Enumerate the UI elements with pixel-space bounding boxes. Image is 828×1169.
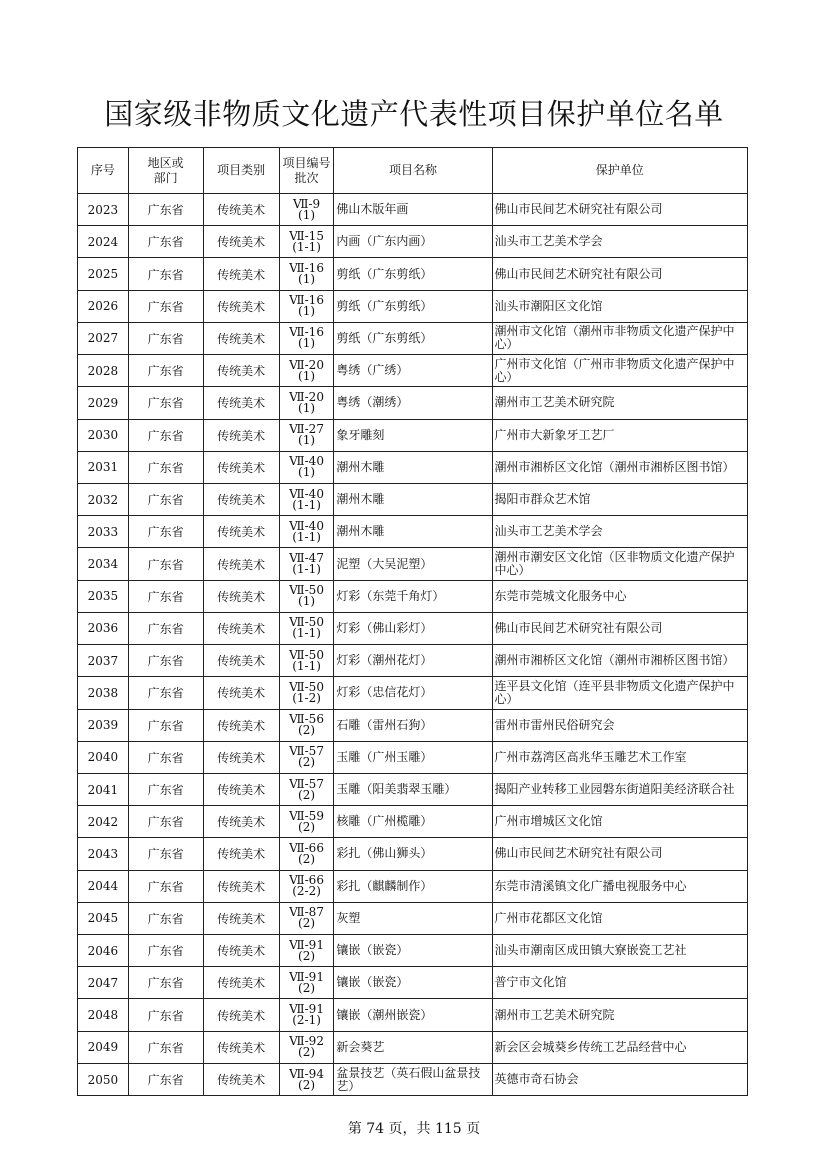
table-row [78,451,748,483]
row-code [279,902,334,934]
table-row [78,194,748,226]
row-number: 2050 [78,1063,129,1095]
row-category: 传统美术 [203,290,279,322]
row-code-number: Ⅶ-59 [289,808,324,823]
row-code [279,419,334,451]
row-code [279,451,334,483]
row-number: 2031 [78,451,129,483]
row-code [279,355,334,387]
row-batch: (1-1) [292,239,321,254]
row-region: 广东省 [128,967,203,999]
row-region: 广东省 [128,709,203,741]
row-region: 广东省 [128,387,203,419]
row-code [279,322,334,354]
table-row [78,902,748,934]
row-category: 传统美术 [203,580,279,612]
row-project-name: 潮州木雕 [334,516,492,548]
row-number: 2046 [78,935,129,967]
table-row [78,1031,748,1063]
row-number: 2033 [78,516,129,548]
row-number: 2030 [78,419,129,451]
row-number: 2032 [78,483,129,515]
row-code-number: Ⅶ-50 [289,615,324,630]
table-row [78,999,748,1031]
row-protection-unit: 潮州市工艺美术研究院 [492,999,747,1031]
row-protection-unit: 佛山市民间艺术研究社有限公司 [492,838,747,870]
row-protection-unit: 东莞市莞城文化服务中心 [492,580,747,612]
row-project-name: 镶嵌（嵌瓷） [334,935,492,967]
row-number: 2037 [78,645,129,677]
table-row [78,709,748,741]
row-code-number: Ⅶ-92 [289,1034,324,1049]
header-code [279,148,334,194]
row-number: 2048 [78,999,129,1031]
row-region: 广东省 [128,322,203,354]
row-category: 传统美术 [203,322,279,354]
row-batch: (2) [298,819,316,834]
row-project-name: 内画（广东内画） [334,226,492,258]
row-code-number: Ⅶ-9 [292,196,321,211]
header-region-line1: 地区或 [147,155,184,170]
table-row [78,741,748,773]
row-number: 2027 [78,322,129,354]
row-number: 2023 [78,194,129,226]
row-code [279,548,334,580]
row-category: 传统美术 [203,483,279,515]
row-code [279,290,334,322]
row-category: 传统美术 [203,194,279,226]
row-code [279,483,334,515]
row-category: 传统美术 [203,935,279,967]
row-batch: (2) [298,755,316,770]
row-project-name: 潮州木雕 [334,483,492,515]
row-code-number: Ⅶ-40 [289,486,324,501]
table-body [78,194,748,1096]
row-category: 传统美术 [203,548,279,580]
row-category: 传统美术 [203,451,279,483]
row-code [279,806,334,838]
row-category: 传统美术 [203,1031,279,1063]
row-region: 广东省 [128,483,203,515]
row-protection-unit: 英德市奇石协会 [492,1063,747,1095]
table-row [78,516,748,548]
row-project-name: 石雕（雷州石狗） [334,709,492,741]
row-region: 广东省 [128,258,203,290]
row-code [279,226,334,258]
row-code-number: Ⅶ-66 [289,873,324,888]
row-batch: (2) [298,916,316,931]
row-code [279,612,334,644]
row-code [279,709,334,741]
row-batch: (1) [298,304,316,319]
row-batch: (1-1) [292,626,321,641]
row-code-number: Ⅶ-16 [289,325,324,340]
row-category: 传统美术 [203,355,279,387]
row-code [279,999,334,1031]
row-number: 2041 [78,773,129,805]
row-batch: (2) [298,787,316,802]
row-number: 2038 [78,677,129,709]
row-code [279,194,334,226]
header-code-line1: 项目编号 [282,155,331,170]
table-row [78,355,748,387]
row-region: 广东省 [128,999,203,1031]
row-category: 传统美术 [203,258,279,290]
row-code [279,1063,334,1095]
row-project-name: 泥塑（大吴泥塑） [334,548,492,580]
row-code [279,741,334,773]
row-number: 2040 [78,741,129,773]
row-number: 2024 [78,226,129,258]
table-row [78,677,748,709]
row-code-number: Ⅶ-50 [289,583,324,598]
row-batch: (2-1) [292,1013,321,1028]
row-category: 传统美术 [203,516,279,548]
row-region: 广东省 [128,419,203,451]
row-batch: (2) [298,948,316,963]
row-project-name: 剪纸（广东剪纸） [334,290,492,322]
row-project-name: 灯彩（忠信花灯） [334,677,492,709]
row-region: 广东省 [128,677,203,709]
row-batch: (1) [298,368,316,383]
row-category: 传统美术 [203,999,279,1031]
row-region: 广东省 [128,355,203,387]
row-region: 广东省 [128,902,203,934]
table-row [78,548,748,580]
row-region: 广东省 [128,451,203,483]
row-category: 传统美术 [203,709,279,741]
row-code [279,773,334,805]
row-batch: (1) [298,433,316,448]
row-batch: (2) [298,851,316,866]
row-code-number: Ⅶ-20 [289,357,324,372]
row-protection-unit: 汕头市潮阳区文化馆 [492,290,747,322]
table-row [78,838,748,870]
row-code-number: Ⅶ-47 [289,551,324,566]
row-protection-unit: 佛山市民间艺术研究社有限公司 [492,612,747,644]
row-region: 广东省 [128,773,203,805]
row-region: 广东省 [128,1063,203,1095]
row-batch: (2) [298,1045,316,1060]
row-number: 2044 [78,870,129,902]
row-protection-unit: 雷州市雷州民俗研究会 [492,709,747,741]
table-row [78,258,748,290]
row-batch: (1-1) [292,562,321,577]
row-batch: (1-2) [292,690,321,705]
row-protection-unit: 广州市大新象牙工艺厂 [492,419,747,451]
row-protection-unit: 连平县文化馆（连平县非物质文化遗产保护中心） [492,677,747,709]
row-region: 广东省 [128,741,203,773]
table-row [78,870,748,902]
table-row [78,226,748,258]
row-project-name: 玉雕（阳美翡翠玉雕） [334,773,492,805]
row-batch: (1-1) [292,529,321,544]
row-batch: (2) [298,980,316,995]
row-project-name: 灰塑 [334,902,492,934]
row-code-number: Ⅶ-57 [289,744,324,759]
row-code-number: Ⅶ-87 [289,905,324,920]
table-row [78,483,748,515]
row-region: 广东省 [128,645,203,677]
row-batch: (1) [298,594,316,609]
row-code-number: Ⅶ-15 [289,228,324,243]
row-batch: (1-1) [292,658,321,673]
row-code [279,838,334,870]
row-category: 传统美术 [203,806,279,838]
row-project-name: 新会葵艺 [334,1031,492,1063]
row-code [279,516,334,548]
row-number: 2028 [78,355,129,387]
row-protection-unit: 汕头市工艺美术学会 [492,226,747,258]
row-project-name: 粤绣（广绣） [334,355,492,387]
table-row [78,1063,748,1095]
row-project-name: 佛山木版年画 [334,194,492,226]
row-protection-unit: 广州市文化馆（广州市非物质文化遗产保护中心） [492,355,747,387]
row-category: 传统美术 [203,741,279,773]
table-row [78,387,748,419]
row-protection-unit: 揭阳市群众艺术馆 [492,483,747,515]
row-batch: (1-1) [292,497,321,512]
row-category: 传统美术 [203,838,279,870]
row-protection-unit: 潮州市潮安区文化馆（区非物质文化遗产保护中心） [492,548,747,580]
row-code [279,645,334,677]
row-project-name: 剪纸（广东剪纸） [334,258,492,290]
row-number: 2035 [78,580,129,612]
row-project-name: 潮州木雕 [334,451,492,483]
row-region: 广东省 [128,548,203,580]
header-name: 项目名称 [334,148,492,194]
row-region: 广东省 [128,580,203,612]
row-code-number: Ⅶ-91 [289,969,324,984]
row-number: 2029 [78,387,129,419]
row-project-name: 镶嵌（嵌瓷） [334,967,492,999]
table-row [78,967,748,999]
row-project-name: 核雕（广州榄雕） [334,806,492,838]
row-category: 传统美术 [203,870,279,902]
row-region: 广东省 [128,806,203,838]
row-code [279,870,334,902]
row-code-number: Ⅶ-27 [289,422,324,437]
header-region [128,148,203,194]
page-title: 国家级非物质文化遗产代表性项目保护单位名单 [104,97,724,131]
row-region: 广东省 [128,194,203,226]
row-code-number: Ⅶ-16 [289,293,324,308]
row-number: 2043 [78,838,129,870]
row-code [279,387,334,419]
row-category: 传统美术 [203,967,279,999]
row-project-name: 象牙雕刻 [334,419,492,451]
row-project-name: 粤绣（潮绣） [334,387,492,419]
row-number: 2034 [78,548,129,580]
row-protection-unit: 广州市增城区文化馆 [492,806,747,838]
row-protection-unit: 佛山市民间艺术研究社有限公司 [492,194,747,226]
row-protection-unit: 潮州市湘桥区文化馆（潮州市湘桥区图书馆） [492,451,747,483]
header-code-line2: 批次 [294,170,319,185]
row-code [279,677,334,709]
header-category: 项目类别 [203,148,279,194]
row-batch: (1) [298,400,316,415]
row-category: 传统美术 [203,419,279,451]
row-code [279,935,334,967]
row-batch: (1) [298,336,316,351]
header-region-line2: 部门 [153,170,178,185]
table-row [78,645,748,677]
header-no: 序号 [78,148,129,194]
row-code-number: Ⅶ-40 [289,518,324,533]
row-region: 广东省 [128,226,203,258]
row-number: 2025 [78,258,129,290]
row-project-name: 灯彩（潮州花灯） [334,645,492,677]
row-number: 2036 [78,612,129,644]
row-region: 广东省 [128,838,203,870]
row-category: 传统美术 [203,1063,279,1095]
row-batch: (1) [298,207,316,222]
table-header-row [78,148,748,194]
row-code [279,1031,334,1063]
row-batch: (2-2) [292,884,321,899]
row-protection-unit: 潮州市工艺美术研究院 [492,387,747,419]
row-batch: (2) [298,723,316,738]
row-batch: (2) [298,1077,316,1092]
row-number: 2047 [78,967,129,999]
row-category: 传统美术 [203,677,279,709]
row-code-number: Ⅶ-91 [289,937,324,952]
row-number: 2049 [78,1031,129,1063]
row-protection-unit: 普宁市文化馆 [492,967,747,999]
row-region: 广东省 [128,612,203,644]
row-project-name: 彩扎（佛山狮头） [334,838,492,870]
row-code-number: Ⅶ-40 [289,454,324,469]
row-protection-unit: 揭阳产业转移工业园磐东街道阳美经济联合社 [492,773,747,805]
table-row [78,935,748,967]
row-code-number: Ⅶ-57 [289,776,324,791]
row-number: 2042 [78,806,129,838]
row-code-number: Ⅶ-16 [289,261,324,276]
row-project-name: 镶嵌（潮州嵌瓷） [334,999,492,1031]
row-protection-unit: 广州市荔湾区高兆华玉雕艺术工作室 [492,741,747,773]
row-project-name: 玉雕（广州玉雕） [334,741,492,773]
row-protection-unit: 广州市花都区文化馆 [492,902,747,934]
row-category: 传统美术 [203,773,279,805]
row-code-number: Ⅶ-50 [289,679,324,694]
row-protection-unit: 潮州市文化馆（潮州市非物质文化遗产保护中心） [492,322,747,354]
row-code-number: Ⅶ-94 [289,1066,324,1081]
row-region: 广东省 [128,290,203,322]
page-footer: 第 74 页，共 115 页 [347,1121,481,1137]
row-code-number: Ⅶ-66 [289,840,324,855]
row-category: 传统美术 [203,645,279,677]
row-project-name: 剪纸（广东剪纸） [334,322,492,354]
row-protection-unit: 佛山市民间艺术研究社有限公司 [492,258,747,290]
row-project-name: 灯彩（佛山彩灯） [334,612,492,644]
row-protection-unit: 潮州市湘桥区文化馆（潮州市湘桥区图书馆） [492,645,747,677]
row-code [279,580,334,612]
row-protection-unit: 新会区会城葵乡传统工艺品经营中心 [492,1031,747,1063]
row-batch: (1) [298,272,316,287]
table-row [78,290,748,322]
row-project-name: 彩扎（麒麟制作） [334,870,492,902]
row-code [279,258,334,290]
header-unit: 保护单位 [492,148,747,194]
row-region: 广东省 [128,935,203,967]
row-code-number: Ⅶ-50 [289,647,324,662]
row-code-number: Ⅶ-91 [289,1002,324,1017]
row-number: 2039 [78,709,129,741]
row-code [279,967,334,999]
row-category: 传统美术 [203,226,279,258]
row-protection-unit: 汕头市工艺美术学会 [492,516,747,548]
row-category: 传统美术 [203,612,279,644]
table-row [78,419,748,451]
row-code-number: Ⅶ-20 [289,389,324,404]
row-region: 广东省 [128,1031,203,1063]
table-row [78,612,748,644]
row-category: 传统美术 [203,387,279,419]
row-region: 广东省 [128,516,203,548]
row-protection-unit: 东莞市清溪镇文化广播电视服务中心 [492,870,747,902]
row-project-name: 盆景技艺（英石假山盆景技艺） [334,1063,492,1095]
table-row [78,773,748,805]
table-row [78,806,748,838]
row-region: 广东省 [128,870,203,902]
row-project-name: 灯彩（东莞千角灯） [334,580,492,612]
row-category: 传统美术 [203,902,279,934]
row-code-number: Ⅶ-56 [289,712,324,727]
protection-unit-table [77,147,748,1096]
table-row [78,322,748,354]
table-row [78,580,748,612]
row-batch: (1) [298,465,316,480]
row-number: 2045 [78,902,129,934]
row-number: 2026 [78,290,129,322]
row-protection-unit: 汕头市潮南区成田镇大寮嵌瓷工艺社 [492,935,747,967]
